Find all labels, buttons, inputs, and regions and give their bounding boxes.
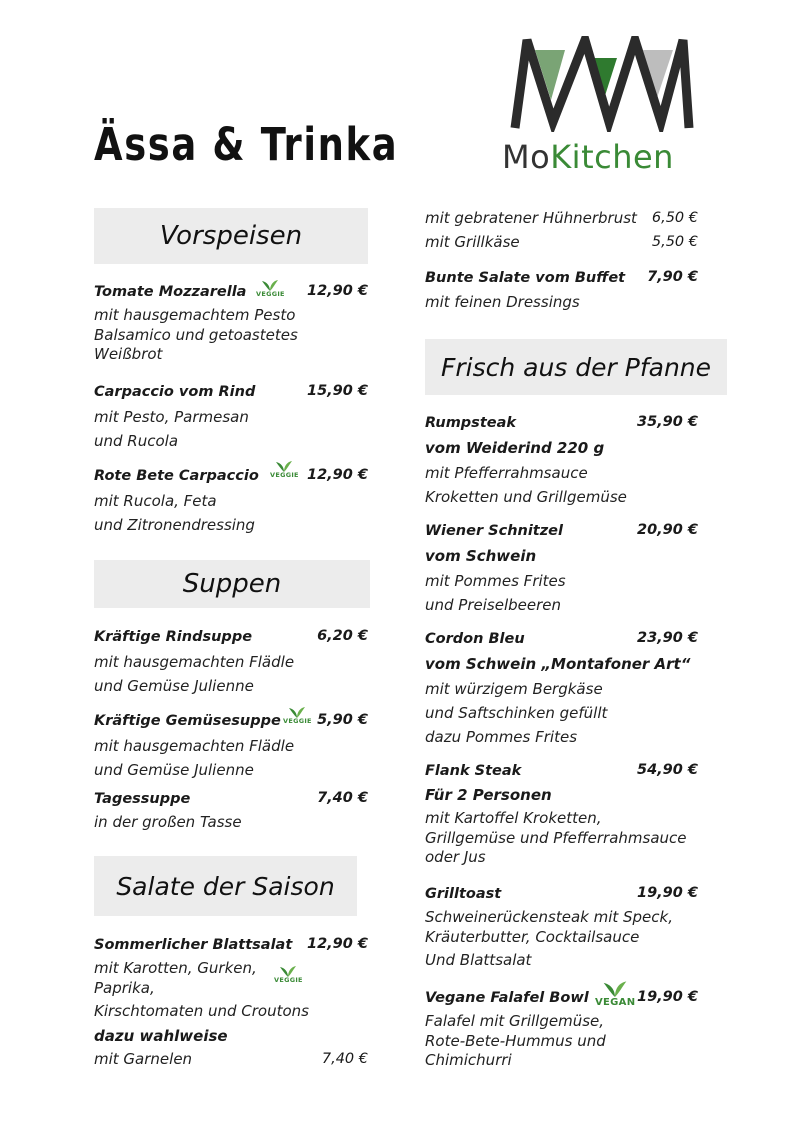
menu-item-description: mit Pommes Frites und Preiselbeeren [425, 572, 566, 614]
menu-item-description: Schweinerückensteak mit Speck, Kräuterbutter, Cocktailsauce Und Blattsalat [425, 908, 673, 969]
vegan-badge: VEGAN [595, 980, 635, 1008]
section-title-vorspeisen: Vorspeisen [159, 221, 303, 251]
menu-item-description: mit würzigem Bergkäse und Saftschinken gefüllt dazu Pommes Frites [425, 680, 608, 746]
menu-item-subtitle: vom Schwein [425, 547, 537, 565]
menu-item-price: 5,90 € [317, 712, 368, 728]
salad-option-heading: dazu wahlweise [94, 1027, 228, 1045]
menu-item-description: Falafel mit Grillgemüse, Rote-Bete-Hummus und Chimichurri [425, 1012, 606, 1069]
section-title-suppen: Suppen [182, 569, 282, 599]
menu-item-description: mit Kartoffel Kroketten, Grillgemüse und Pfefferrahmsauce oder Jus [425, 809, 687, 866]
menu-item-description: mit hausgemachten Flädle und Gemüse Julienne [94, 737, 295, 779]
menu-item-name: Cordon Bleu [425, 631, 525, 647]
mokitchen-logo [505, 36, 695, 132]
logo-text-kitchen: Kitchen [550, 138, 674, 176]
page-title: Ässa & Trinka [94, 118, 399, 171]
menu-item-price: 7,90 € [647, 269, 698, 285]
section-header-salate [94, 856, 357, 916]
menu-item-name: Kräftige Rindsuppe [94, 629, 253, 645]
menu-item-name: Tagessuppe [94, 791, 191, 807]
menu-item-description: mit hausgemachtem Pesto Balsamico und getoastetes Weißbrot [94, 306, 298, 363]
salad-addon-price: 5,50 € [651, 234, 698, 250]
menu-item-description: mit Karotten, Gurken, Paprika, Kirschtomaten und Croutons [94, 959, 309, 1020]
menu-item-subtitle: vom Schwein „Montafoner Art“ [425, 655, 691, 673]
menu-item-price: 35,90 € [636, 414, 698, 430]
menu-item-subtitle: Für 2 Personen [425, 786, 552, 804]
salad-addon-price: 6,50 € [651, 210, 698, 226]
veggie-badge: VEGGIE [274, 965, 303, 984]
menu-item-price: 19,90 € [636, 885, 698, 901]
menu-item-name: Grilltoast [425, 886, 502, 902]
menu-item-price: 15,90 € [306, 383, 368, 399]
logo-text-mo: Mo [502, 138, 551, 176]
menu-item-description: mit Pesto, Parmesan und Rucola [94, 408, 249, 450]
section-title-pfanne: Frisch aus der Pfanne [440, 352, 712, 382]
menu-item-price: 12,90 € [306, 283, 368, 299]
salad-addon: mit Grillkäse [425, 233, 520, 251]
veggie-badge: VEGGIE [283, 706, 312, 725]
section-header-pfanne [425, 339, 727, 395]
veggie-badge: VEGGIE [256, 279, 285, 298]
menu-item-description: mit Pfefferrahmsauce Kroketten und Grillgemüse [425, 464, 627, 506]
section-title-salate: Salate der Saison [116, 871, 335, 901]
menu-item-price: 6,20 € [317, 628, 368, 644]
menu-item-price: 20,90 € [636, 522, 698, 538]
menu-item-name: Bunte Salate vom Buffet [425, 270, 626, 286]
menu-item-description: mit Rucola, Feta und Zitronendressing [94, 492, 255, 534]
salad-addon: mit gebratener Hühnerbrust [425, 209, 637, 227]
menu-item-price: 12,90 € [306, 936, 368, 952]
menu-item-price: 7,40 € [317, 790, 368, 806]
menu-item-price: 23,90 € [636, 630, 698, 646]
menu-item-name: Tomate Mozzarella [94, 284, 247, 300]
menu-item-description: mit feinen Dressings [425, 293, 580, 311]
menu-item-name: Carpaccio vom Rind [94, 384, 256, 400]
menu-item-price: 54,90 € [636, 762, 698, 778]
menu-item-price: 19,90 € [636, 989, 698, 1005]
veggie-badge: VEGGIE [270, 460, 299, 479]
menu-item-description: mit hausgemachten Flädle und Gemüse Julienne [94, 653, 295, 695]
menu-item-name: Sommerlicher Blattsalat [94, 937, 293, 953]
menu-item-name: Rumpsteak [425, 415, 517, 431]
menu-item-name: Rote Bete Carpaccio [94, 468, 259, 484]
section-header-vorspeisen [94, 208, 368, 264]
menu-item-name: Wiener Schnitzel [425, 523, 563, 539]
salad-option-price: 7,40 € [321, 1051, 368, 1067]
menu-item-price: 12,90 € [306, 467, 368, 483]
menu-item-name: Vegane Falafel Bowl [425, 990, 589, 1006]
logo-mountains-icon [505, 36, 695, 132]
menu-item-name: Kräftige Gemüsesuppe [94, 713, 281, 729]
salad-option-garnelen: mit Garnelen [94, 1050, 193, 1068]
leaf-icon [602, 980, 628, 997]
menu-item-subtitle: vom Weiderind 220 g [425, 439, 605, 457]
menu-item-description: in der großen Tasse [94, 813, 242, 831]
logo-wordmark [502, 138, 674, 176]
section-header-suppen [94, 560, 370, 608]
menu-item-name: Flank Steak [425, 763, 522, 779]
